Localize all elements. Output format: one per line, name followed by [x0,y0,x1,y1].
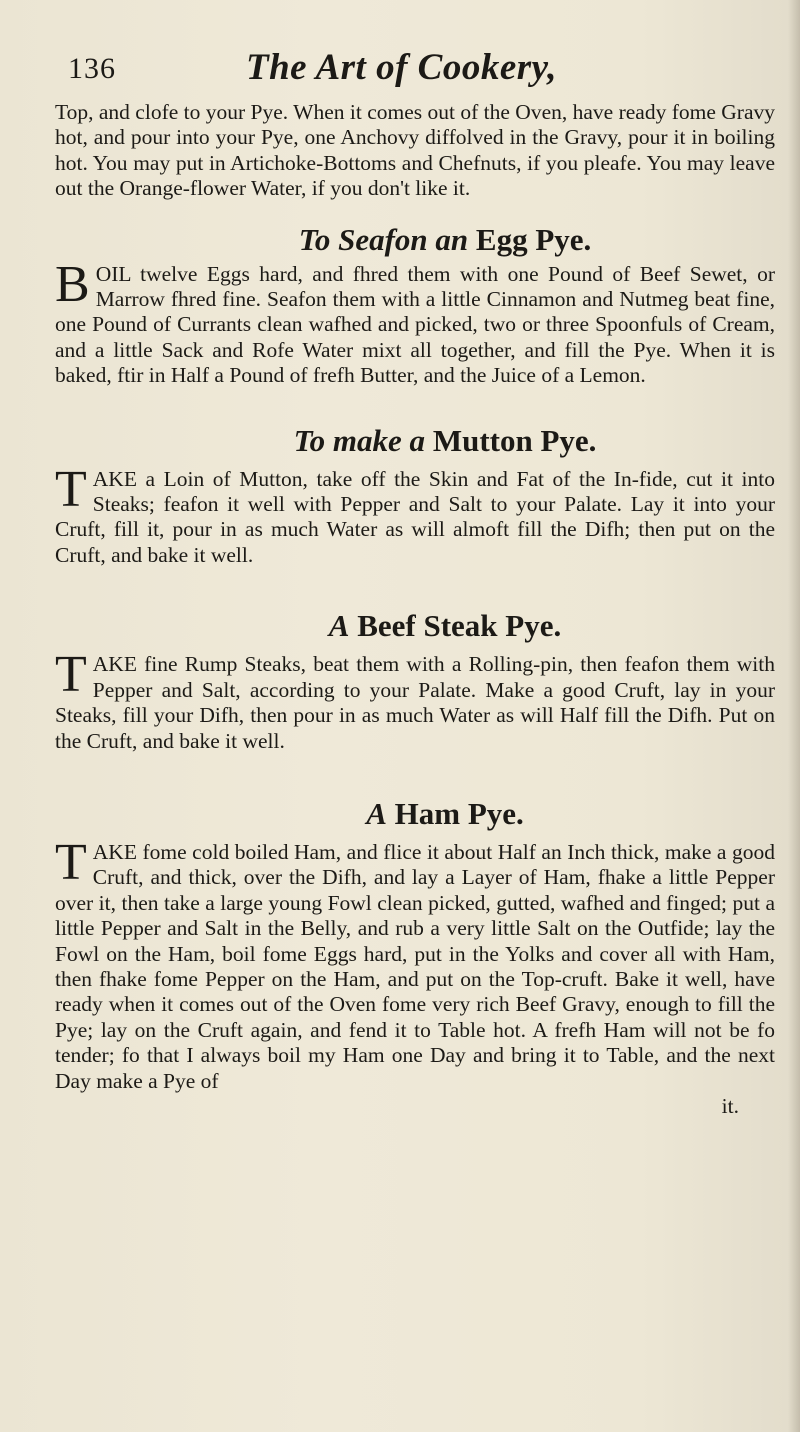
recipe-title-italic: To Seafon an [298,221,469,257]
recipe-title-mutton-pye [55,423,775,459]
drop-cap: T [55,833,87,891]
recipe-title-roman: Ham Pye. [394,795,524,831]
catchword: it. [721,1093,739,1118]
recipe-text: OIL twelve Eggs hard, and fhred them with one Pound of Beef Sewet, or Marrow fhred fine. Seafon them with a little Cinnamon and Nutmeg beat fine, one Pound of Currants clean wafhed and picked, two or three Spoonfuls of Cream, and a little Sack and Rofe Water mixt all together, and fill the Pye. When it is baked, ftir in Half a Pound of frefh Butter, and the Juice of a Lemon. [55,261,775,388]
recipe-title-roman: Egg Pye. [475,221,592,257]
recipe-body-egg-pye [55,255,775,389]
recipe-title-beef-steak-pye [55,608,775,644]
recipe-title-italic: To make a [293,422,426,458]
recipe-text: AKE fome cold boiled Ham, and flice it about Half an Inch thick, make a good Cruft, and thick, over the Difh, and lay a Layer of Ham, fhake a little Pepper over it, then take a large young Fowl clean picked, gutted, wafhed and finged; put a little Pepper and Salt in the Belly, and rub a very little Salt on the Outfide; lay the Fowl on the Ham, boil fome Eggs hard, put in the Yolks and cover all with Ham, then fhake fome Pepper on the Ham, and put on the Top-cruft. Bake it well, have ready when it comes out of the Oven fome very rich Beef Gravy, enough to fill the Pye; lay on the Cruft again, and fend it to Table hot. A frefh Ham will not be fo tender; fo that I always boil my Ham one Day and bring it to Table, and the next Day make a Pye of [55,839,775,1093]
recipe-body-beef-steak-pye [55,646,775,754]
running-title: The Art of Cookery, [246,47,557,88]
intro-paragraph: Top, and clofe to your Pye. When it comes out of the Oven, have ready fome Gravy hot, and pour into your Pye, one Anchovy diffolved in the Gravy, pour it in boiling hot. You may put in Artichoke-Bottoms and Chefnuts, if you pleafe. You may leave out the Orange-flower Water, if you don't like it. [55,100,775,201]
recipe-text: AKE fine Rump Steaks, beat them with a Rolling-pin, then feafon them with Pepper and Salt, according to your Palate. Make a good Cruft, lay in your Steaks, fill your Difh, then pour in as much Water as will Half fill the Difh. Put on the Cruft, and bake it well. [55,652,775,753]
recipe-title-italic: A [366,795,387,831]
recipe-text: AKE a Loin of Mutton, take off the Skin and Fat of the In-fide, cut it into Steaks; feafon it well with Pepper and Salt to your Palate. Lay it into your Cruft, fill it, pour in as much Water as will almoft fill the Difh; then put on the Cruft, and bake it well. [55,466,775,567]
recipe-body-mutton-pye [55,460,775,569]
recipe-title-ham-pye [55,796,775,832]
page-header [68,42,748,94]
drop-cap: T [55,460,87,518]
page-edge-shadow [788,0,800,1432]
recipe-title-roman: Beef Steak Pye. [357,608,562,644]
drop-cap: B [55,255,90,313]
page-number: 136 [68,52,116,85]
page-content [55,100,775,1119]
recipe-title-italic: A [328,608,350,644]
recipe-body-ham-pye [55,833,775,1094]
recipe-title-egg-pye [55,222,775,258]
drop-cap: T [55,646,87,704]
recipe-title-roman: Mutton Pye. [432,422,597,458]
